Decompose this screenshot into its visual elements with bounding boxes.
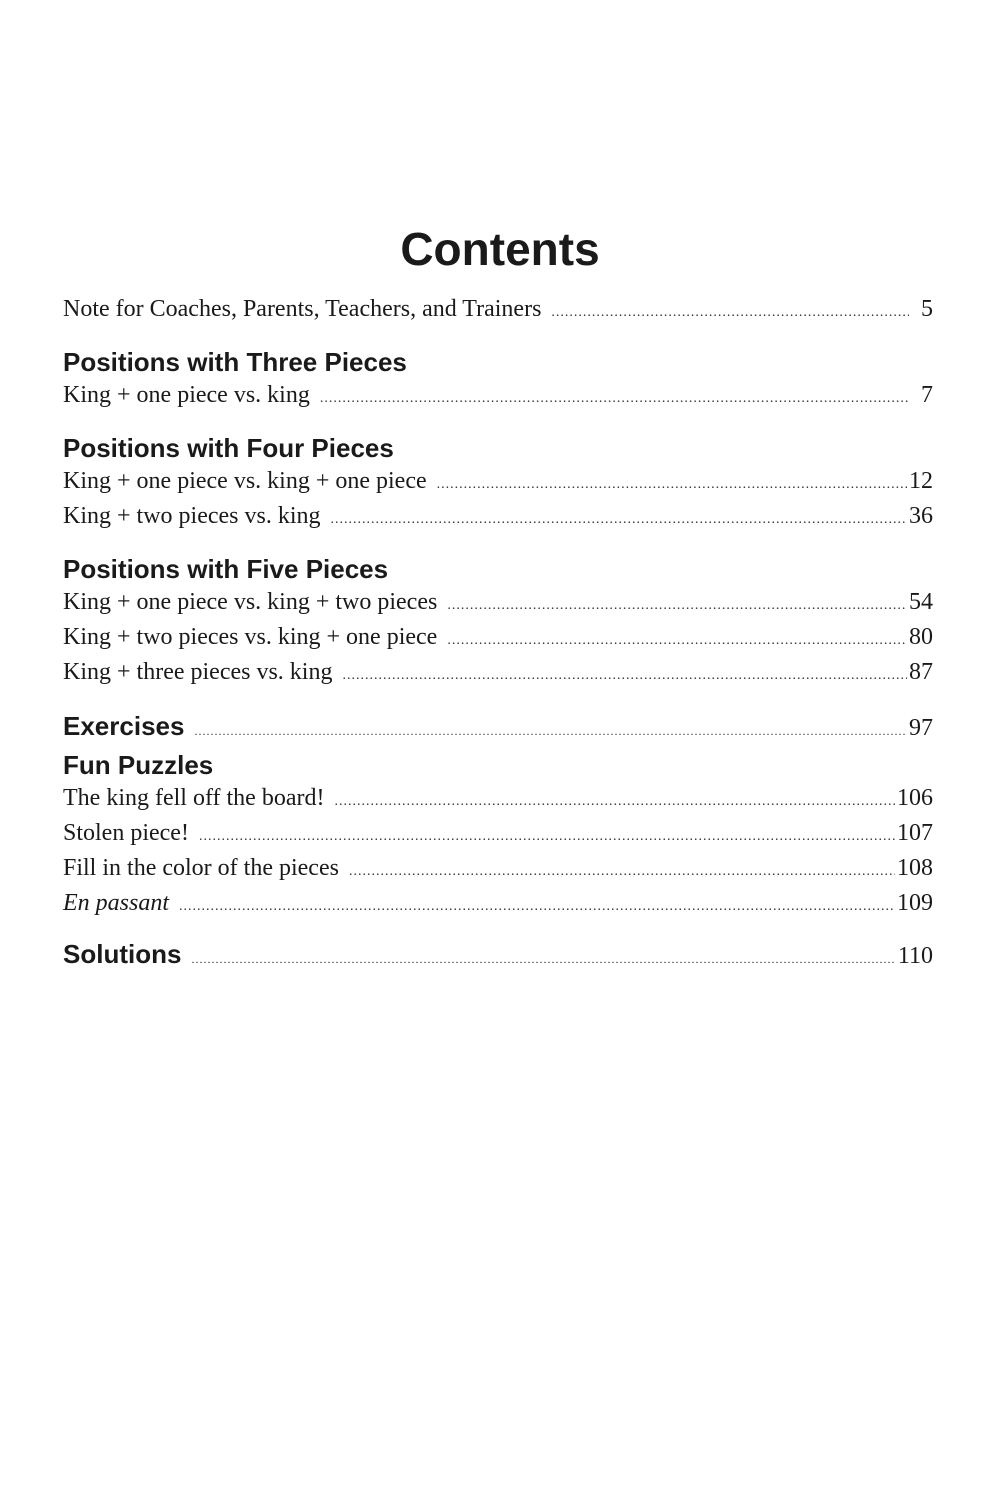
- toc-entry[interactable]: [63, 464, 933, 499]
- section-heading-three-pieces: Positions with Three Pieces: [63, 347, 407, 377]
- toc-page-number: 107: [897, 820, 933, 846]
- section-heading-four-pieces: Positions with Four Pieces: [63, 433, 394, 463]
- toc-entry-note[interactable]: [63, 292, 933, 327]
- toc-page-number: 106: [897, 785, 933, 811]
- toc-entry[interactable]: [63, 851, 933, 886]
- dot-leader: [179, 889, 895, 924]
- toc-entry-label: King + two pieces vs. king + one piece: [63, 624, 438, 650]
- toc-entry[interactable]: [63, 781, 933, 816]
- section-heading-five-pieces: Positions with Five Pieces: [63, 554, 389, 584]
- dot-leader: [320, 381, 909, 416]
- toc-entry[interactable]: [63, 655, 933, 690]
- toc-page-number: 12: [909, 468, 933, 494]
- dot-leader: [342, 658, 907, 693]
- dot-leader: [199, 819, 895, 854]
- toc-page-number: 5: [921, 296, 933, 322]
- dot-leader: [191, 940, 895, 978]
- toc-entry-label: Note for Coaches, Parents, Teachers, and Trainers: [63, 296, 542, 322]
- dot-leader: [334, 784, 895, 819]
- dot-leader: [447, 588, 907, 623]
- toc-entry-label: King + three pieces vs. king: [63, 659, 333, 685]
- toc-page-number: 109: [897, 890, 933, 916]
- section-heading-exercises: Exercises: [63, 711, 185, 741]
- toc-entry[interactable]: [63, 378, 933, 413]
- table-of-contents: [63, 292, 933, 973]
- toc-entry-label: King + one piece vs. king + two pieces: [63, 589, 438, 615]
- toc-entry-exercises[interactable]: [63, 707, 933, 745]
- toc-page-number: 87: [909, 659, 933, 685]
- page-title: Contents: [400, 223, 600, 275]
- toc-entry-label: En passant: [63, 890, 170, 916]
- toc-entry[interactable]: [63, 499, 933, 534]
- section-heading-solutions: Solutions: [63, 939, 182, 969]
- dot-leader: [331, 502, 907, 537]
- toc-entry[interactable]: [63, 886, 933, 921]
- toc-page-number: 80: [909, 624, 933, 650]
- dot-leader: [194, 712, 907, 750]
- section-heading-fun-puzzles: Fun Puzzles: [63, 750, 214, 780]
- toc-entry-label: The king fell off the board!: [63, 785, 325, 811]
- toc-entry[interactable]: [63, 585, 933, 620]
- toc-entry-label: Fill in the color of the pieces: [63, 855, 339, 881]
- toc-page-number: 36: [909, 503, 933, 529]
- toc-entry[interactable]: [63, 816, 933, 851]
- toc-entry-label: King + two pieces vs. king: [63, 503, 321, 529]
- toc-entry-label: Stolen piece!: [63, 820, 189, 846]
- toc-page-number: 97: [909, 715, 933, 741]
- dot-leader: [349, 854, 895, 889]
- toc-entry-label: King + one piece vs. king + one piece: [63, 468, 427, 494]
- toc-page-number: 7: [921, 382, 933, 408]
- toc-page-number: 54: [909, 589, 933, 615]
- toc-page-number: 108: [897, 855, 933, 881]
- dot-leader: [447, 623, 907, 658]
- toc-page-number: 110: [897, 943, 933, 969]
- dot-leader: [437, 467, 907, 502]
- toc-entry-solutions[interactable]: [63, 935, 933, 973]
- toc-entry-label: King + one piece vs. king: [63, 382, 310, 408]
- dot-leader: [551, 295, 909, 330]
- toc-entry[interactable]: [63, 620, 933, 655]
